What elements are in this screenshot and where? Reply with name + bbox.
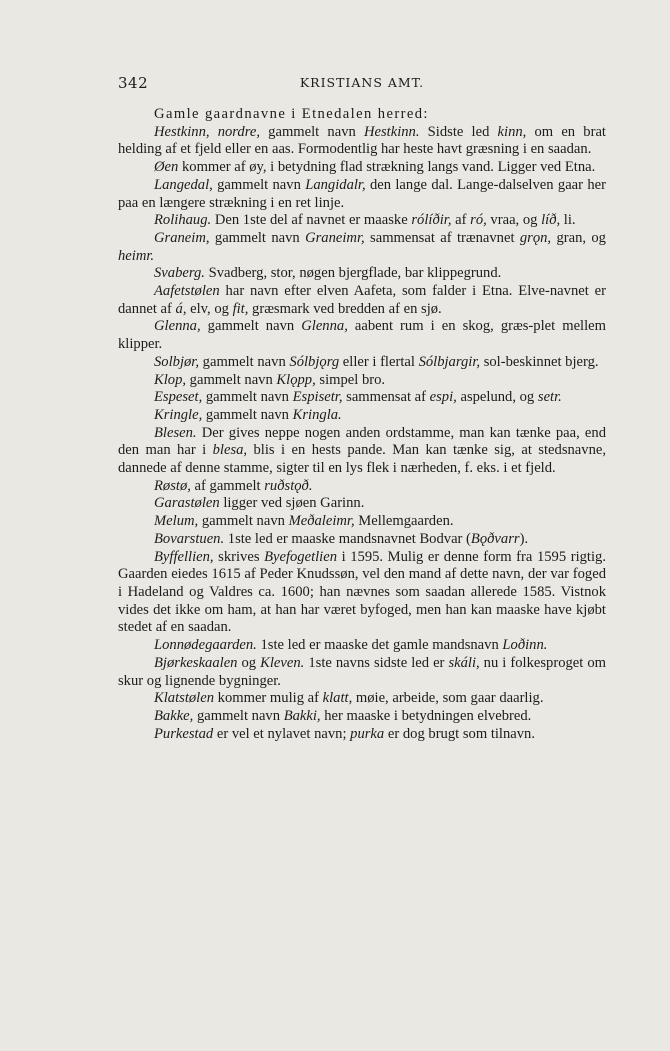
entry-paragraph bbox=[118, 265, 606, 283]
old-form: fit, bbox=[232, 300, 249, 317]
entry-text: aabent rum i en skog, græs-plet mellem klipper. bbox=[118, 318, 606, 353]
entry-text: vraa, og bbox=[486, 212, 542, 229]
entry-paragraph bbox=[118, 177, 606, 212]
place-name: Bovarstuen. bbox=[154, 530, 225, 547]
page-body bbox=[118, 106, 606, 743]
place-name: Glenna, bbox=[154, 318, 201, 335]
entry-text: 1ste led er maaske det gamle mandsnavn bbox=[256, 637, 503, 654]
entry-text: gammelt navn bbox=[199, 353, 290, 370]
old-form: á, bbox=[175, 300, 187, 317]
entry-text: eller i flertal bbox=[339, 353, 419, 370]
entry-text: sammensat af trænavnet bbox=[364, 229, 520, 246]
entry-text: er dog brugt som tilnavn. bbox=[384, 725, 536, 742]
old-form: klatt, bbox=[322, 690, 353, 707]
intro-line bbox=[118, 106, 606, 124]
entry-text: her maaske i betydningen elvebred. bbox=[320, 707, 532, 724]
old-form: purka bbox=[350, 725, 385, 742]
old-form: Sólbjǫrg bbox=[289, 353, 340, 370]
place-name: Svaberg. bbox=[154, 265, 205, 282]
entry-paragraph bbox=[118, 549, 606, 638]
old-form: heimr. bbox=[118, 247, 155, 264]
place-name: Garastølen bbox=[154, 495, 220, 512]
place-name: Byffellien, bbox=[154, 548, 214, 565]
place-name: Hestkinn, nordre, bbox=[154, 123, 260, 140]
entry-text: gammelt navn bbox=[186, 371, 277, 388]
entry-text: græsmark ved bredden af en sjø. bbox=[248, 300, 442, 317]
old-form: setr. bbox=[537, 389, 562, 406]
entry-paragraph bbox=[118, 372, 606, 390]
place-name: Lonnødegaarden. bbox=[154, 637, 257, 654]
place-name: Purkestad bbox=[154, 725, 214, 742]
entry-paragraph bbox=[118, 283, 606, 318]
place-name: Espeset, bbox=[154, 389, 203, 406]
entry-text: aspelund, og bbox=[456, 389, 538, 406]
old-form: Glenna, bbox=[301, 318, 348, 335]
entry-paragraph bbox=[118, 407, 606, 425]
old-form: Kleven. bbox=[260, 654, 305, 671]
entry-text: gammelt navn bbox=[202, 389, 293, 406]
place-name: Øen bbox=[154, 159, 179, 176]
entry-text: og bbox=[237, 654, 261, 671]
old-form: Espisetr, bbox=[292, 389, 343, 406]
entry-paragraph bbox=[118, 354, 606, 372]
place-name: Graneim, bbox=[154, 229, 210, 246]
entry-text: Svadberg, stor, nøgen bjergflade, bar klippegrund. bbox=[204, 265, 502, 282]
entry-paragraph bbox=[118, 230, 606, 265]
entry-text: elv, og bbox=[186, 300, 233, 317]
old-form: skáli, bbox=[448, 654, 480, 671]
entry-text: gammelt navn bbox=[212, 176, 306, 193]
old-form: blesa, bbox=[212, 442, 248, 459]
old-form: grǫn, bbox=[519, 229, 552, 246]
entry-text: gammelt navn bbox=[193, 707, 284, 724]
entry-text: gammelt navn bbox=[209, 229, 306, 246]
place-name: Rolihaug. bbox=[154, 212, 212, 229]
old-form: kinn, bbox=[497, 123, 527, 140]
entry-paragraph bbox=[118, 159, 606, 177]
entry-paragraph bbox=[118, 478, 606, 496]
old-form: líð, bbox=[541, 212, 561, 229]
entry-paragraph bbox=[118, 637, 606, 655]
place-name: Solbjør, bbox=[154, 353, 200, 370]
entry-paragraph bbox=[118, 389, 606, 407]
old-form: Sólbjargir, bbox=[418, 353, 481, 370]
entry-text: kommer mulig af bbox=[214, 690, 323, 707]
entry-text: 1ste navns sidste led er bbox=[304, 654, 449, 671]
entry-text: i 1595. Mulig er denne form fra 1595 rigtig. Gaarden eiedes 1615 af Peder Knudssøn, vel den mand af dette navn, der var foged i Hadeland og Valdres ca. 1600; han nævnes som saadan allerede 1585. Vistnok vides det ikke om ham, at han har været byfoged, men han kan maaske have kjøbt stedet af en saadan. bbox=[118, 548, 606, 636]
entry-paragraph bbox=[118, 124, 606, 159]
entry-text: ligger ved sjøen Garinn. bbox=[219, 495, 365, 512]
entry-text: gran, og bbox=[551, 229, 606, 246]
entry-paragraph bbox=[118, 690, 606, 708]
entry-paragraph bbox=[118, 318, 606, 353]
place-name: Klop, bbox=[154, 371, 187, 388]
page-number: 342 bbox=[118, 74, 149, 92]
old-form: Bǫðvarr bbox=[470, 530, 520, 547]
entry-text: li. bbox=[560, 212, 576, 229]
entry-text: nu i folkesproget om skur og lignende bygninger. bbox=[118, 654, 607, 689]
entry-text: skrives bbox=[213, 548, 265, 565]
entry-text: om en brat helding af et fjeld eller en aas. Formodentlig har heste havt græsning i en saadan. bbox=[118, 123, 606, 158]
old-form: Graneimr, bbox=[305, 229, 365, 246]
entry-text: den lange dal. Lange-dalselven gaar her paa en længere strækning i en ret linje. bbox=[118, 176, 606, 211]
entry-text: simpel bro. bbox=[315, 371, 386, 388]
entry-text: gammelt navn bbox=[200, 318, 302, 335]
place-name: Melum, bbox=[154, 513, 199, 530]
entry-text: Den 1ste del af navnet er maaske bbox=[211, 212, 412, 229]
entry-paragraph bbox=[118, 495, 606, 513]
entry-text: blis i en hests pande. Man kan tænke sig, at stedsnavne, dannede af denne stamme, sigter til en lys flek i nærheden, f. eks. i et fjeld. bbox=[118, 442, 606, 477]
old-form: rólíðir, bbox=[411, 212, 452, 229]
entry-text: gammelt navn bbox=[202, 406, 293, 423]
old-form: Bakki, bbox=[283, 707, 321, 724]
entry-paragraph bbox=[118, 425, 606, 478]
entry-text: af bbox=[451, 212, 471, 229]
entry-paragraph bbox=[118, 212, 606, 230]
entry-paragraph bbox=[118, 726, 606, 744]
entry-text: 1ste led er maaske mandsnavnet Bodvar ( bbox=[224, 530, 471, 547]
entry-paragraph bbox=[118, 655, 606, 690]
place-name: Klatstølen bbox=[154, 690, 214, 707]
entry-text: sol-beskinnet bjerg. bbox=[480, 353, 599, 370]
entry-text: Mellemgaarden. bbox=[354, 513, 454, 530]
old-form: Byefogetlien bbox=[264, 548, 338, 565]
old-form: Kringla. bbox=[292, 406, 342, 423]
place-name: Gamle gaardnavne i Etnedalen herred: bbox=[154, 106, 429, 122]
entry-text: ). bbox=[519, 530, 529, 547]
entry-paragraph bbox=[118, 531, 606, 549]
old-form: ruðstǫð. bbox=[264, 477, 313, 494]
place-name: Røstø, bbox=[154, 477, 191, 494]
entry-paragraph bbox=[118, 708, 606, 726]
entry-text: gammelt navn bbox=[198, 513, 289, 530]
running-title: KRISTIANS AMT. bbox=[299, 75, 425, 90]
entry-text: gammelt navn bbox=[260, 123, 364, 140]
place-name: Bakke, bbox=[154, 707, 194, 724]
entry-text: Der gives neppe nogen anden ordstamme, man kan tænke paa, end den man har i bbox=[118, 424, 606, 459]
entry-text: har navn efter elven Aafeta, som falder i Etna. Elve-navnet er dannet af bbox=[118, 283, 606, 317]
place-name: Aafetstølen bbox=[154, 283, 220, 300]
page-header bbox=[118, 74, 606, 92]
place-name: Langedal, bbox=[154, 176, 213, 193]
old-form: Meðaleimr, bbox=[288, 513, 355, 530]
entry-text: Sidste led bbox=[419, 123, 498, 140]
old-form: espi, bbox=[429, 389, 457, 406]
place-name: Kringle, bbox=[154, 406, 203, 423]
old-form: Loðinn. bbox=[502, 637, 548, 654]
old-form: Klǫpp, bbox=[276, 371, 316, 388]
place-name: Blesen. bbox=[154, 424, 197, 441]
place-name: Bjørkeskaalen bbox=[154, 654, 238, 671]
old-form: ró, bbox=[470, 212, 487, 229]
entry-text: møie, arbeide, som gaar daarlig. bbox=[352, 690, 544, 707]
entry-text: kommer af øy, i betydning flad strækning langs vand. Ligger ved Etna. bbox=[178, 159, 596, 176]
entry-text: er vel et nylavet navn; bbox=[213, 725, 351, 742]
entry-text: sammensat af bbox=[342, 389, 430, 406]
entry-paragraph bbox=[118, 513, 606, 531]
entry-text: af gammelt bbox=[190, 477, 265, 494]
old-form: Hestkinn. bbox=[363, 123, 420, 140]
old-form: Langidalr, bbox=[305, 176, 366, 193]
